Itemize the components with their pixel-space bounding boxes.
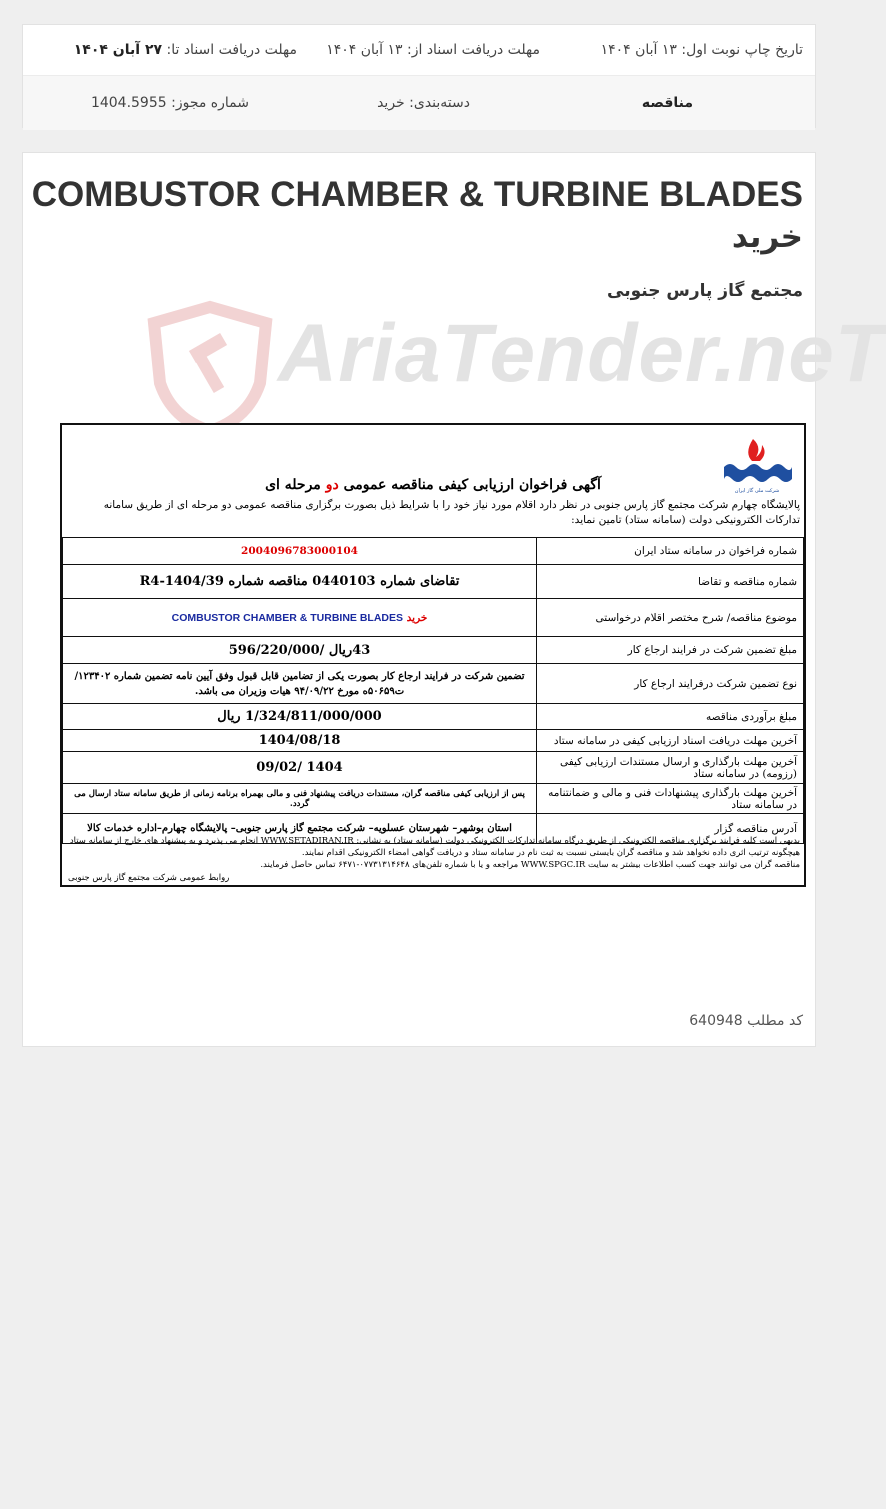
notice-title-part-a: آگهی فراخوان ارزیابی کیفی مناقصه عمومی	[343, 477, 601, 493]
row-key: آخرین مهلت بارگذاری و ارسال مستندات ارزیابی کیفی (رزومه) در سامانه ستاد	[537, 752, 804, 784]
tender-type: مناقصه	[641, 95, 693, 111]
subject-persian: خرید	[406, 611, 428, 624]
notice-table	[62, 537, 804, 844]
doc-from-value: ۱۳ آبان ۱۴۰۴	[326, 42, 403, 58]
row-key: آخرین مهلت بارگذاری پیشنهادات فنی و مالی و ضمانتنامه در سامانه ستاد	[537, 784, 804, 814]
table-row	[63, 664, 804, 704]
row-value: 43ریال /596/220/000	[63, 637, 537, 664]
post-code	[689, 1013, 803, 1029]
first-print-date	[601, 25, 803, 75]
doc-from-label: مهلت دریافت اسناد از:	[407, 42, 540, 58]
row-key: نوع تضمین شرکت درفرایند ارجاع کار	[537, 664, 804, 704]
notice-intro: پالایشگاه چهارم شرکت مجتمع گاز پارس جنوبی در نظر دارد اقلام مورد نیاز خود را با شرایط ذیل بصورت برگزاری مناقصه عمومی دو مرحله ای از طریق سامانه تدارکات الکترونیکی دولت (سامانه ستاد) تامین نماید:	[103, 499, 800, 526]
doc-until-date	[74, 25, 297, 75]
table-row	[63, 538, 804, 565]
row-key: شماره فراخوان در سامانه ستاد ایران	[537, 538, 804, 565]
post-code-label: کد مطلب	[747, 1013, 803, 1029]
notice-title-red: دو	[325, 477, 339, 493]
notice-title	[62, 477, 804, 493]
doc-from-date	[326, 25, 540, 75]
row-value: پس از ارزیابی کیفی مناقصه گران، مستندات دریافت پیشنهاد فنی و مالی بهمراه برنامه زمانی از طریق سامانه ستاد ارسال می گردد.	[63, 784, 537, 814]
table-row	[63, 704, 804, 730]
post-code-value: 640948	[689, 1013, 743, 1029]
row-value	[63, 599, 537, 637]
notice-title-part-b: مرحله ای	[265, 477, 321, 493]
table-row	[63, 752, 804, 784]
row-value: 2004096783000104	[63, 538, 537, 565]
first-print-value: ۱۳ آبان ۱۴۰۴	[600, 42, 677, 58]
row-value: استان بوشهر– شهرستان عسلویه– شرکت مجتمع گاز پارس جنوبی– پالایشگاه چهارم–اداره خدمات کالا	[63, 814, 537, 844]
notice-footer	[66, 835, 800, 871]
row-key: مبلغ تضمین شرکت در فرایند ارجاع کار	[537, 637, 804, 664]
notice-header	[62, 425, 804, 537]
row-value: 1/324/811/000/000 ریال	[63, 704, 537, 730]
license-label: شماره مجوز:	[171, 95, 249, 111]
tender-detail-card	[22, 152, 886, 1047]
watermark-text: AriaTender.neT	[278, 308, 886, 399]
title-english: COMBUSTOR CHAMBER & TURBINE BLADES	[31, 175, 803, 214]
footer-line-1: بدیهی است کلیه فرایند برگزاری مناقصه الکترونیکی از طریق درگاه سامانه تدارکات الکترونیکی دولت (سامانه ستاد) به نشانی: WWW.SETADIRAN.IR انجام می پذیرد و به پیشنهاد های خارج از سامانه ستاد هیچگونه ترتیب اثری داده نخواهد شد و مناقصه گران بایستی نسبت به ثبت نام در سامانه ستاد و دریافت گواهی امضاء الکترونیکی اقدام نمایند.	[69, 836, 800, 858]
category-value: خرید	[377, 95, 405, 111]
tender-summary-card	[22, 24, 816, 128]
table-row	[63, 637, 804, 664]
category-label: دسته‌بندی:	[409, 95, 470, 111]
summary-meta-row	[23, 75, 815, 130]
table-row	[63, 730, 804, 752]
notice-signature: روابط عمومی شرکت مجتمع گاز پارس جنوبی	[68, 873, 230, 883]
row-key: آخرین مهلت دریافت اسناد ارزیابی کیفی در سامانه ستاد	[537, 730, 804, 752]
subject-english: COMBUSTOR CHAMBER & TURBINE BLADES	[171, 611, 403, 624]
row-value: تقاضای شماره 0440103 مناقصه شماره R4-1404/39	[63, 565, 537, 599]
organization-name: مجتمع گاز پارس جنوبی	[607, 281, 803, 301]
row-key: موضوع مناقصه/ شرح مختصر اقلام درخواستی	[537, 599, 804, 637]
table-row	[63, 599, 804, 637]
table-row	[63, 565, 804, 599]
watermark	[148, 301, 886, 441]
license-value: 1404.5955	[90, 95, 167, 111]
title-persian: خرید	[731, 219, 803, 255]
row-value: 1404 /09/02	[63, 752, 537, 784]
row-value: تضمین شرکت در فرایند ارجاع کار بصورت یکی از تضامین قابل قبول وفق آیین نامه تضمین شماره ۱۲۳۴۰۲/ت۵۰۶۵۹ه مورخ ۹۴/۰۹/۲۲ هیات وزیران می باشد.	[63, 664, 537, 704]
row-key: شماره مناقصه و تقاضا	[537, 565, 804, 599]
first-print-label: تاریخ چاپ نوبت اول:	[681, 42, 803, 58]
summary-dates-row	[23, 25, 815, 75]
row-key: مبلغ برآوردی مناقصه	[537, 704, 804, 730]
row-value: 1404/08/18	[63, 730, 537, 752]
license-number	[91, 76, 249, 130]
doc-until-label: مهلت دریافت اسناد تا:	[166, 42, 297, 58]
watermark-shield-icon	[148, 301, 273, 436]
logo-caption: شرکت ملی گاز ایران	[734, 488, 780, 494]
table-row	[63, 784, 804, 814]
footer-line-2: مناقصه گران می توانند جهت کسب اطلاعات بیشتر به سایت WWW.SPGC.IR مراجعه و یا با شماره تلفن‌های ۰۷۷۳۱۳۱۴۶۴۸-۶۴۷۱ تماس حاصل فرمایند.	[260, 860, 800, 870]
row-key: آدرس مناقصه گزار	[537, 814, 804, 844]
doc-until-value: ۲۷ آبان ۱۴۰۴	[73, 42, 163, 58]
category	[377, 76, 470, 130]
tender-notice-image	[60, 423, 806, 887]
